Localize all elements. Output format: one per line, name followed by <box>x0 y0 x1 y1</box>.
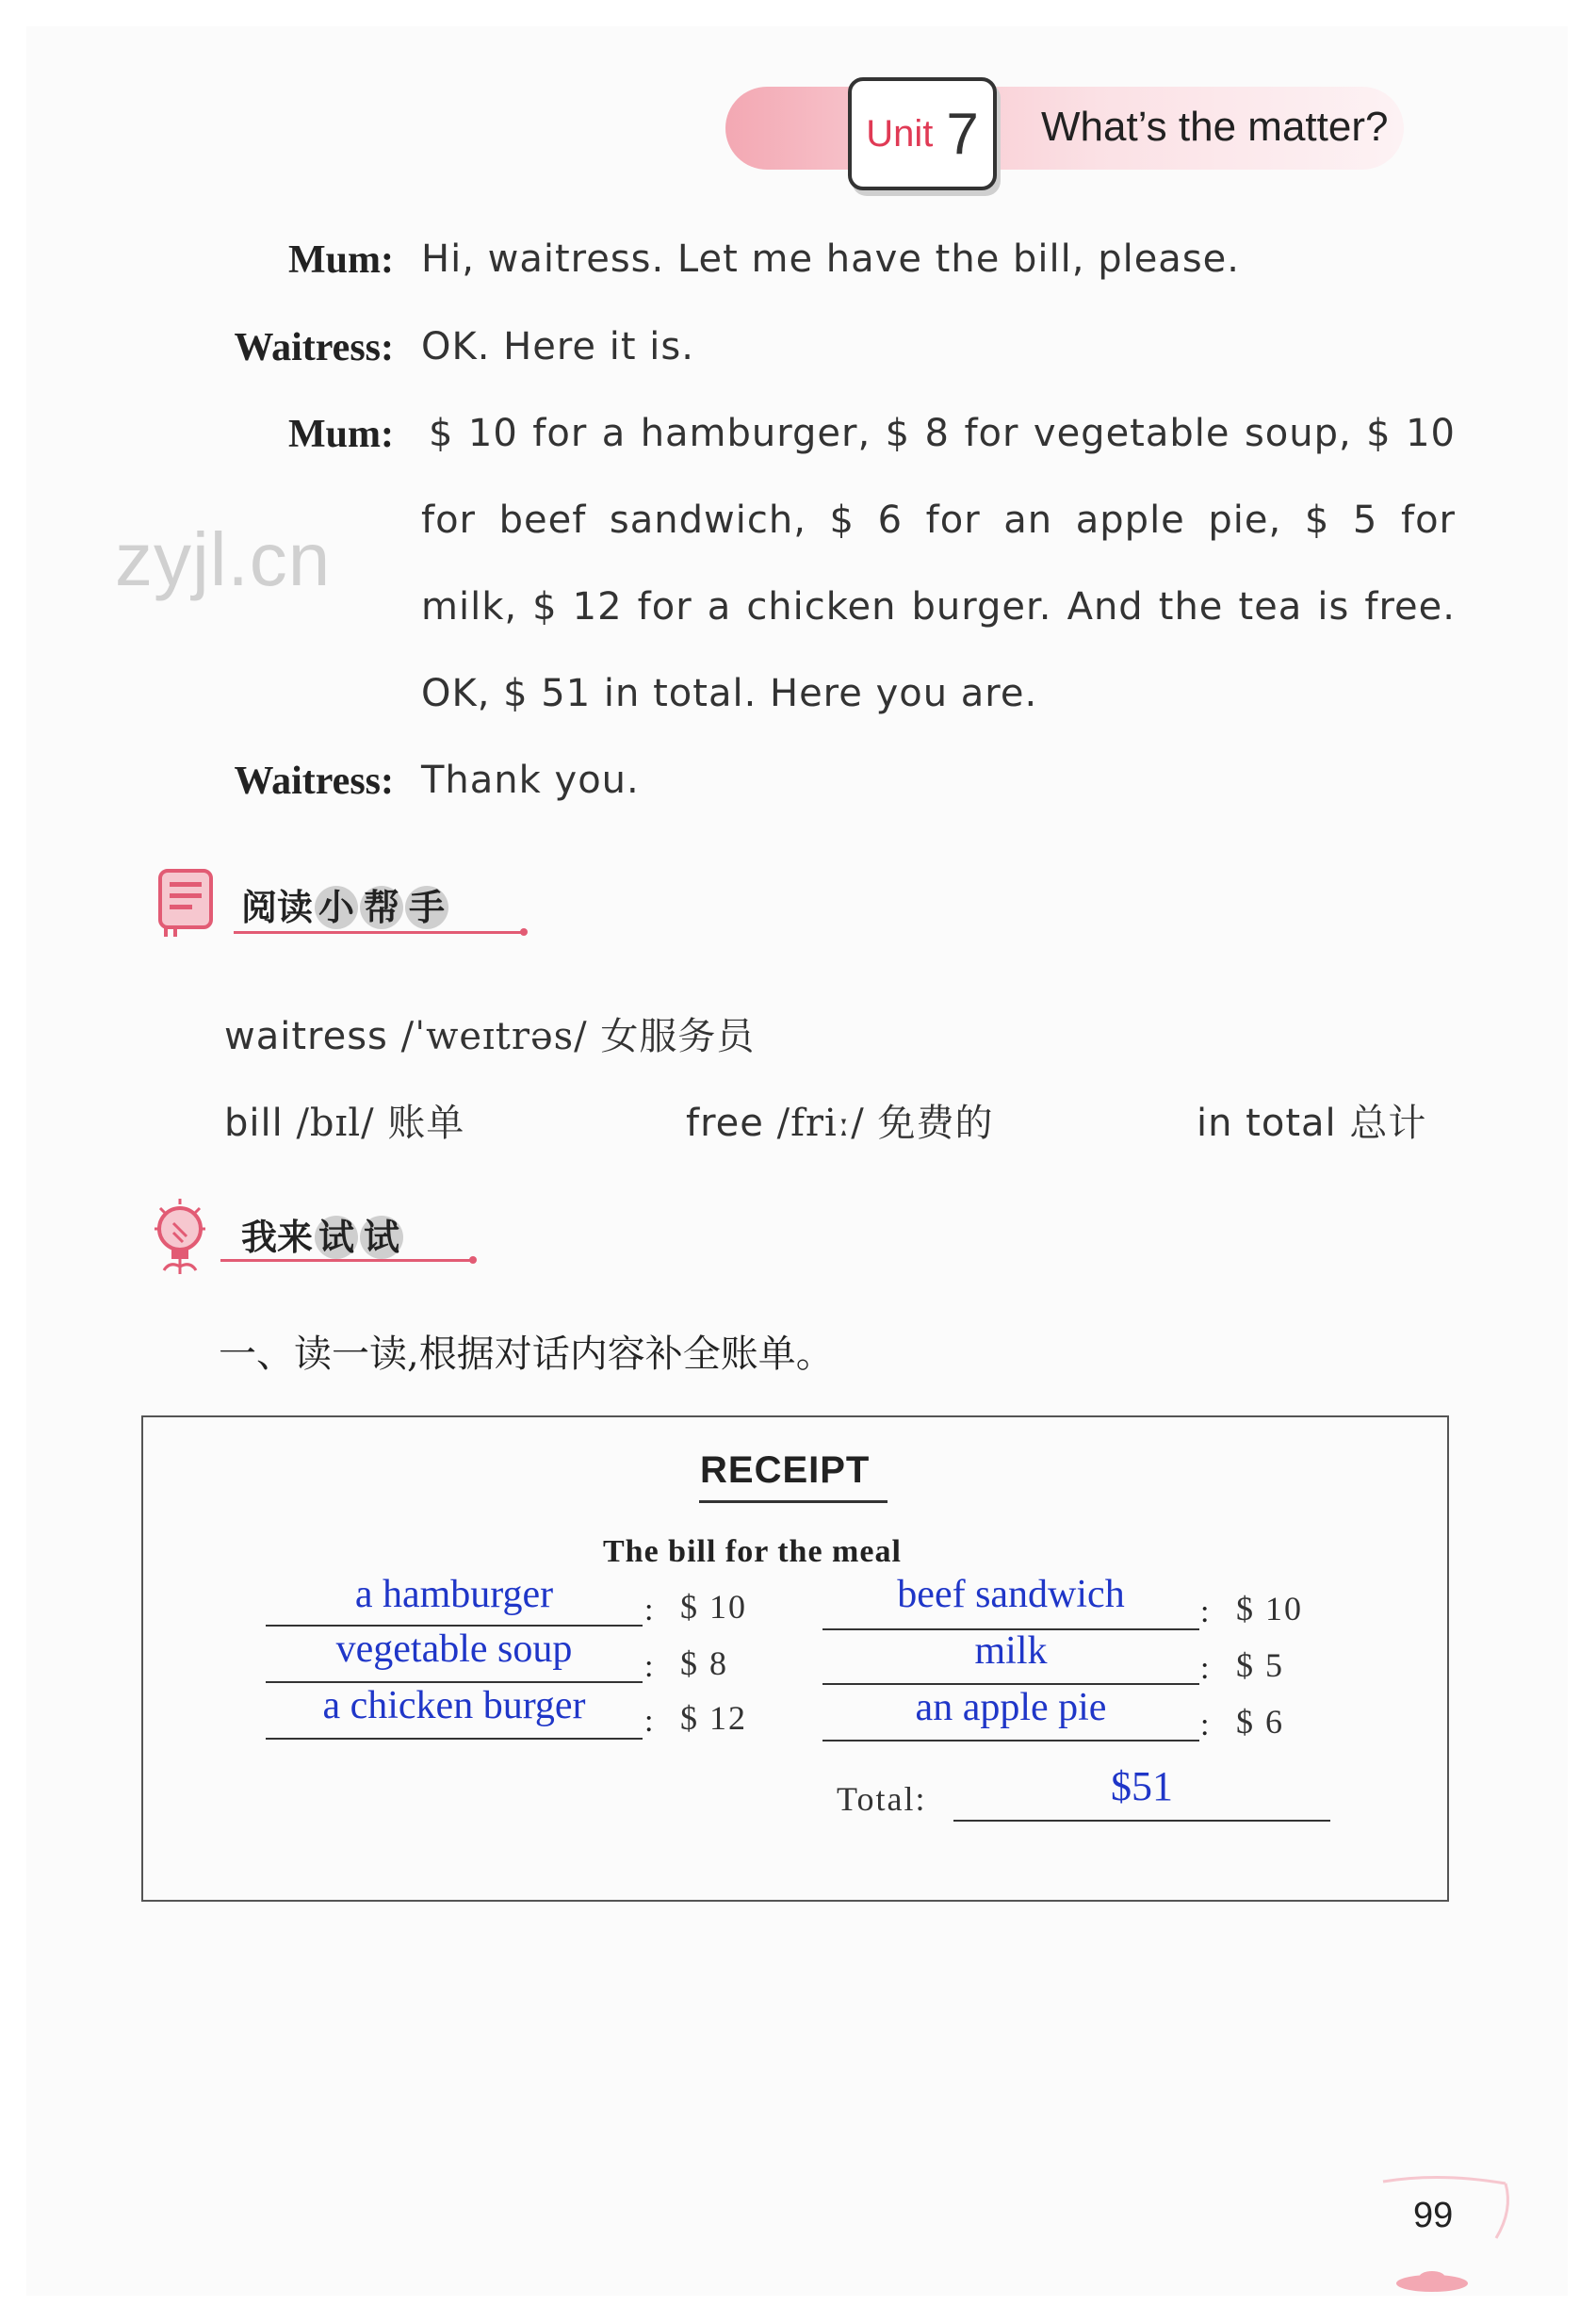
speech-line: Thank you. <box>421 759 640 802</box>
receipt-price: $ 5 <box>1236 1646 1284 1684</box>
receipt-colon: : <box>1200 1594 1210 1629</box>
receipt-item: beef sandwich <box>897 1573 1125 1616</box>
receipt-item: vegetable soup <box>335 1627 573 1671</box>
watermark: zyjl.cn <box>115 517 332 601</box>
reading-helper-title <box>241 878 448 930</box>
unit-badge <box>848 77 997 190</box>
receipt-price: $ 8 <box>680 1644 728 1682</box>
section-underline <box>220 1259 471 1262</box>
receipt-item: a hamburger <box>354 1573 554 1616</box>
speech-line: OK. Here it is. <box>421 325 694 368</box>
receipt-colon: : <box>644 1593 654 1627</box>
vocab-item <box>224 1006 755 1060</box>
page-number-ornament <box>1364 2172 1515 2304</box>
vocab-word: free <box>686 1102 764 1145</box>
receipt-title: RECEIPT <box>700 1449 871 1491</box>
section-underline <box>234 931 522 934</box>
vocab-word: waitress <box>224 1015 388 1058</box>
receipt-subtitle: The bill for the meal <box>603 1534 902 1569</box>
receipt-price: $ 12 <box>680 1699 747 1737</box>
vocab-item <box>224 1093 464 1147</box>
title-bubble: 试 <box>360 1216 403 1259</box>
unit-word: Unit <box>866 112 934 155</box>
speech-line: for beef sandwich, $ 6 for an apple pie, $ 5 for <box>421 499 1456 542</box>
receipt-item: milk <box>974 1629 1048 1673</box>
receipt-price: $ 10 <box>1236 1590 1303 1627</box>
total-value: $51 <box>1111 1763 1173 1809</box>
answer-line <box>822 1740 1199 1742</box>
vocab-word: in total <box>1197 1102 1337 1145</box>
speech-line: OK, $ 51 in total. Here you are. <box>421 672 1038 715</box>
receipt-colon: : <box>1200 1651 1210 1686</box>
vocab-meaning: 免费的 <box>877 1102 994 1145</box>
vocab-item <box>686 1093 993 1147</box>
title-bubble: 试 <box>315 1216 358 1259</box>
speaker-waitress: Waitress: <box>234 326 394 369</box>
title-bubble: 手 <box>405 886 448 929</box>
receipt-colon: : <box>1200 1708 1210 1742</box>
book-icon <box>156 865 217 940</box>
answer-line <box>266 1738 643 1740</box>
vocab-phonetic: /bɪl/ <box>296 1102 375 1145</box>
receipt-title-underline <box>699 1500 888 1503</box>
unit-number: 7 <box>946 101 979 167</box>
speaker-mum: Mum: <box>288 238 394 282</box>
vocab-meaning: 女服务员 <box>600 1015 756 1058</box>
underline-dot <box>469 1256 477 1264</box>
receipt-price: $ 10 <box>680 1588 747 1626</box>
vocab-word: bill <box>224 1102 284 1145</box>
receipt-colon: : <box>644 1649 654 1684</box>
unit-title: What’s the matter? <box>1041 104 1389 150</box>
receipt-item: an apple pie <box>915 1686 1107 1729</box>
reading-helper-title-text: 阅读 <box>241 887 314 928</box>
total-label: Total: <box>837 1780 927 1818</box>
lightbulb-icon <box>147 1195 213 1280</box>
speaker-waitress: Waitress: <box>234 760 394 803</box>
page-number: 99 <box>1413 2196 1454 2235</box>
receipt-price: $ 6 <box>1236 1703 1284 1741</box>
answer-line <box>953 1820 1330 1822</box>
receipt-colon: : <box>644 1704 654 1739</box>
speech-line: Hi, waitress. Let me have the bill, please. <box>421 237 1240 281</box>
underline-dot <box>520 928 528 936</box>
vocab-meaning: 账单 <box>387 1102 465 1145</box>
speech-line: milk, $ 12 for a chicken burger. And the tea is free. <box>421 585 1456 629</box>
try-it-title-text: 我来 <box>241 1217 314 1258</box>
try-it-title <box>241 1208 403 1260</box>
receipt-item: a chicken burger <box>322 1684 586 1727</box>
vocab-phonetic: /friː/ <box>776 1102 865 1145</box>
speaker-mum: Mum: <box>288 413 394 456</box>
speech-line: $ 10 for a hamburger, $ 8 for vegetable soup, $ 10 <box>429 412 1456 455</box>
title-bubble: 帮 <box>360 886 403 929</box>
vocab-meaning: 总计 <box>1349 1102 1427 1145</box>
exercise-instruction: 一、读一读,根据对话内容补全账单。 <box>219 1333 834 1376</box>
vocab-item <box>1197 1093 1426 1147</box>
vocab-phonetic: /ˈweɪtrəs/ <box>400 1015 588 1058</box>
title-bubble: 小 <box>315 886 358 929</box>
